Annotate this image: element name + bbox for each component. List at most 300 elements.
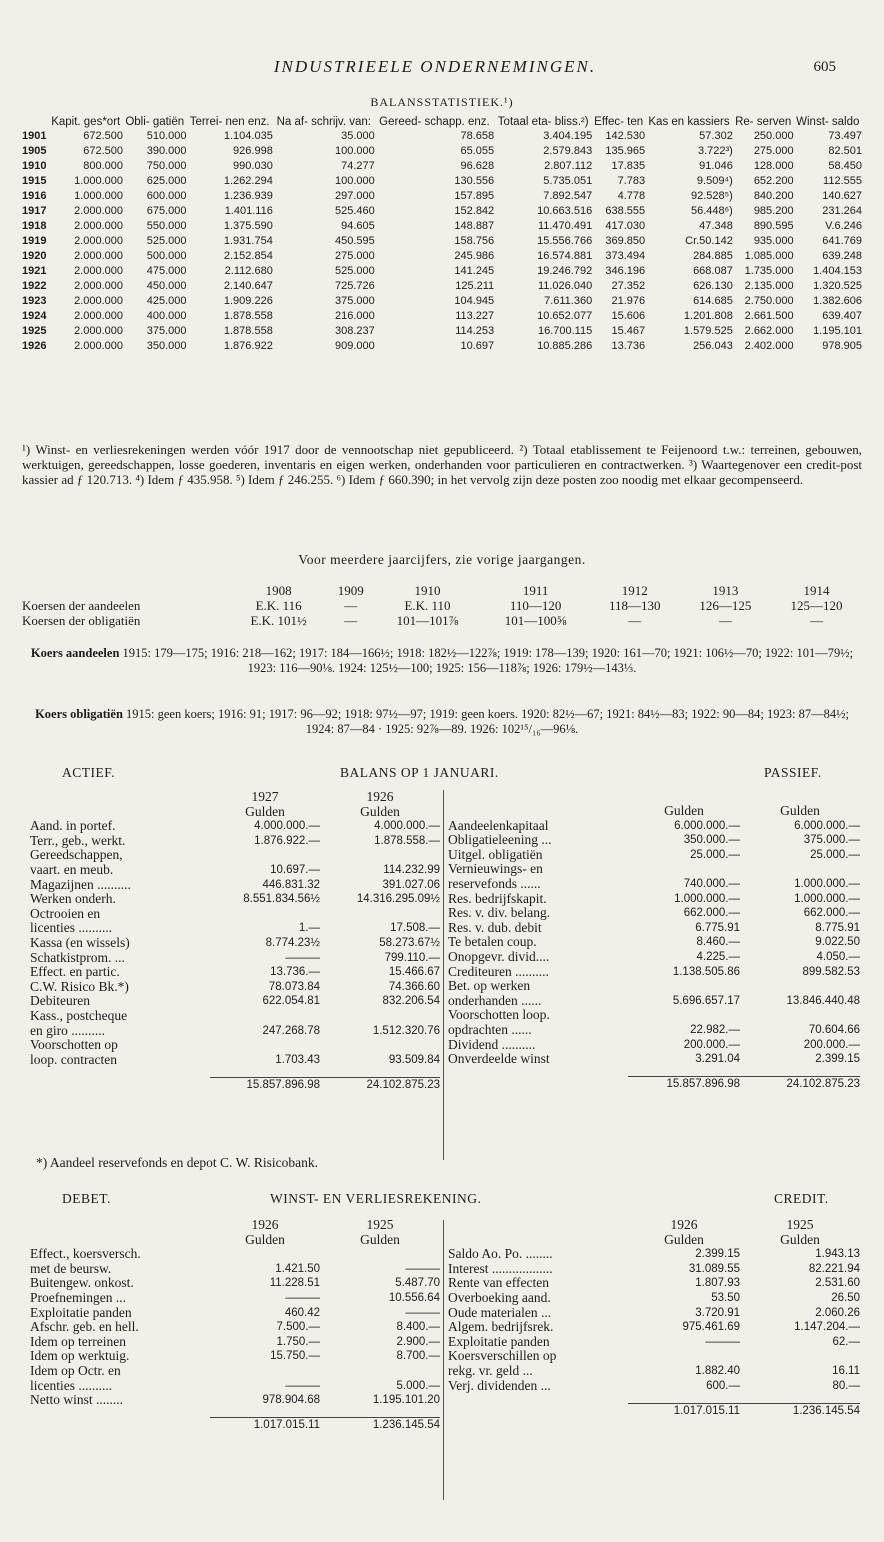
actief-label: Kassa (en wissels) [30,934,130,950]
stat-cell: 19.246.792 [537,265,593,277]
actief-row [30,1024,440,1039]
stat-cell: 130.556 [454,175,495,187]
stat-year: 1920 [22,250,47,262]
stat-cell: 350.000 [146,340,187,352]
koers-cell: 118—130 [609,598,661,613]
footnote-text: ¹) Winst- en verliesrekeningen werden vóór 1917 door de vennootschap niet gepubliceerd. ²) Totaal etablissement te Feijenoord t.w.: terreinen, gebouwen, werktuigen, gereedschappen, losse goederen, inventaris en eigen werken, onderhanden voor particulieren en contractwerken. ³) Waartegenover een credit-post kassier ad ƒ 120.713. ⁴) Idem ƒ 435.958. ⁵) Idem ƒ 246.255. ⁶) Idem ƒ 660.390; in het vervolg zijn deze posten zoo noodig met elkaar gecompenseerd. [22,442,862,487]
stat-col-header: Kas en kassiers [648,116,730,128]
actief-value-a: 13.736.— [270,966,320,979]
debet-table [30,1218,440,1433]
passief-value-a: 22.982.— [690,1023,740,1036]
credit-value-a: ——— [705,1335,740,1348]
debet-label: Exploitatie panden [30,1304,132,1320]
actief-year-row [30,790,440,805]
stat-row [22,219,862,234]
stat-cell: 104.945 [454,295,495,307]
actief-value-a: 8.774.23½ [265,936,320,949]
stat-cell: 639.407 [822,310,862,322]
passief-row [448,819,860,834]
stat-cell: 400.000 [146,310,187,322]
passief-value-a [628,1008,740,1023]
stat-col-header: Gereed- schapp. enz. [379,116,490,128]
koers-cell: 101—101⅞ [396,613,459,628]
actief-value-b [320,907,440,922]
stat-cell: 800.000 [83,160,123,172]
actief-spacer-row [30,1067,440,1077]
passief-row [448,1008,860,1023]
debet-value-a [210,1247,320,1262]
statistics-table [22,116,862,354]
stat-cell: 1.876.922 [223,340,273,352]
credit-row [448,1379,860,1394]
stat-cell: 625.000 [146,175,187,187]
actief-value-a [210,848,320,863]
stat-cell: 525.000 [146,235,187,247]
stat-cell: 148.887 [454,220,495,232]
actief-value-b: 74.366.60 [388,980,440,993]
passief-value-a: 4.225.— [696,950,740,963]
actief-label: Magazijnen .......... [30,876,131,892]
actief-year: 1926 [366,789,394,804]
stat-col-header: Terrei- nen enz. [189,116,270,128]
credit-row [448,1349,860,1364]
debet-unit-row [30,1233,440,1248]
stat-cell: V.6.246 [825,220,862,232]
credit-label: Exploitatie panden [448,1333,550,1349]
stat-cell: 2.000.000 [74,205,123,217]
stat-cell: 47.348 [699,220,733,232]
stat-cell: 1.909.226 [223,295,273,307]
passief-label: Res. bedrijfskapit. [448,890,547,906]
passief-total: 15.857.896.98 [628,1077,740,1092]
actief-value-a: 78.073.84 [268,980,320,993]
page-header [0,57,884,82]
passief-row [448,965,860,980]
stat-cell: 750.000 [146,160,187,172]
stat-cell: 2.000.000 [74,250,123,262]
stat-cell: 1.878.558 [223,310,273,322]
credit-spacer-row [448,1393,860,1403]
credit-value-a [628,1349,740,1364]
credit-year: 1926 [670,1217,698,1232]
passief-spacer [448,1067,628,1077]
passief-value-b: 4.050.— [816,950,860,963]
passief-value-a [628,862,740,877]
credit-value-a: 3.720.91 [695,1306,740,1319]
credit-value-a: 31.089.55 [688,1262,740,1275]
passief-year-spacer [628,790,740,804]
stat-cell: 96.628 [460,160,495,172]
stat-cell: 935.000 [753,235,794,247]
passief-value-b: 25.000.— [810,848,860,861]
debet-row [30,1247,440,1262]
stat-cell: 600.000 [146,190,187,202]
debet-value-a: 1.750.— [276,1335,320,1348]
credit-row [448,1276,860,1291]
koers-cell: — [344,613,358,628]
stat-col-header: Winst- saldo [796,116,860,128]
stat-cell: 2.000.000 [74,220,123,232]
koers-cell: 125—120 [790,598,843,613]
credit-total-row [448,1403,860,1418]
debet-label: Idem op terreinen [30,1333,126,1349]
debet-total: 1.017.015.11 [210,1418,320,1433]
stat-cell: 10.885.286 [537,340,593,352]
stat-cell: 4.778 [617,190,646,202]
credit-value-a: 975.461.69 [682,1321,740,1334]
passief-value-a: 350.000.— [683,834,740,847]
stat-row [22,159,862,174]
credit-label: Algem. bedrijfsrek. [448,1319,554,1335]
stat-cell: 2.000.000 [74,295,123,307]
actief-table [30,790,440,1092]
passief-label: Onverdeelde winst [448,1051,550,1067]
passief-value-a: 740.000.— [683,877,740,890]
stat-col-header: Totaal eta- bliss.²) [497,116,589,128]
passief-label: reservefonds ...... [448,875,541,891]
credit-value-b: 16.11 [832,1364,860,1377]
koers-cell: — [344,598,358,613]
stat-row [22,249,862,264]
stat-cell: 11.026.040 [537,280,593,292]
actief-label: Effect. en partic. [30,964,120,980]
credit-label: rekg. vr. geld ... [448,1362,533,1378]
debet-spacer-row [30,1408,440,1418]
koers-cell: 101—100⅝ [504,613,567,628]
stat-cell: 1.201.808 [683,310,733,322]
stat-cell: 141.245 [454,265,495,277]
stat-cell: 15.606 [611,310,646,322]
actief-label: Aand. in portef. [30,818,116,834]
actief-row [30,921,440,936]
stat-cell: 125.211 [455,280,495,292]
credit-unit: Gulden [664,1231,704,1247]
stat-cell: 510.000 [146,130,187,142]
koers-corner [22,583,229,598]
passief-label: Dividend .......... [448,1036,536,1052]
passief-year-spacer [448,790,628,804]
stat-cell: 9.509⁴) [696,175,733,187]
stat-cell: 74.277 [341,160,375,172]
stat-cell: 2.000.000 [74,280,123,292]
stat-cell: 10.697 [460,340,495,352]
stat-cell: 652.200 [753,175,794,187]
passief-unit: Gulden [780,803,820,818]
actief-label: C.W. Risico Bk.*) [30,978,129,994]
actief-value-a [210,907,320,922]
stat-cell: 2.152.854 [223,250,273,262]
stat-cell: 1.404.153 [813,265,862,277]
debet-value-b [320,1364,440,1379]
debet-row [30,1335,440,1350]
stat-col-header: Na af- schrijv. van: [276,116,371,128]
stat-cell: 112.555 [823,175,862,187]
debet-row [30,1349,440,1364]
passief-value-a: 6.000.000.— [674,819,740,832]
debet-body [30,1218,440,1433]
passief-label: Res. v. dub. debit [448,919,542,935]
stat-cell: 2.402.000 [744,340,794,352]
passief-value-b: 1.000.000.— [794,892,860,905]
credit-table [448,1218,860,1418]
credit-value-a: 1.882.40 [695,1364,740,1377]
debet-value-b: 8.400.— [396,1321,440,1334]
actief-row [30,819,440,834]
pl-heading [22,1192,862,1210]
stat-cell: 1.000.000 [74,190,123,202]
actief-row [30,994,440,1009]
debet-unit: Gulden [360,1231,400,1247]
actief-value-a [210,1038,320,1053]
passief-label: onderhanden ...... [448,992,542,1008]
debet-value-a: ——— [285,1379,320,1392]
actief-label: loop. contracten [30,1051,117,1067]
stat-cell: 985.200 [753,205,794,217]
stat-cell: 158.756 [454,235,495,247]
stat-cell: 346.196 [605,265,646,277]
stat-year: 1924 [22,310,47,322]
passief-unit: Gulden [664,803,704,818]
stat-cell: 369.850 [605,235,646,247]
koers-obligatien-label: Koers obligatiën [35,707,123,721]
credit-value-a: 2.399.15 [695,1248,740,1261]
passief-table [448,790,860,1092]
stat-cell: 675.000 [146,205,187,217]
stat-cell: 15.556.766 [537,235,593,247]
passief-value-b [740,862,860,877]
actief-value-b: 799.110.— [384,951,440,964]
koers-year: 1910 [414,583,441,598]
stat-cell: 2.112.680 [224,265,273,277]
credit-row [448,1262,860,1277]
credit-value-b: 62.— [832,1335,860,1348]
stat-year: 1910 [22,160,47,172]
actief-value-a: 1.876.922.— [254,834,320,847]
stat-cell: 638.555 [605,205,646,217]
passief-value-b: 375.000.— [803,834,860,847]
koers-obligatien-text: 1915: geen koers; 1916: 91; 1917: 96—92; 1918: 97½—97; 1919: geen koers. 1920: 82½—67; 1921: 84½—83; 1922: 90—84; 1923: 87—84½; 1924: 87—84 · 1925: 92⅞—89. 1926: 102¹⁵/₁₆—96⅛. [126,707,849,736]
pl-title: WINST- EN VERLIESREKENING. [270,1191,482,1206]
stat-cell: 113.227 [455,310,495,322]
credit-total-spacer [448,1403,628,1418]
balance-title: BALANS OP 1 JANUARI. [340,765,499,780]
debet-label: met de beursw. [30,1260,112,1276]
stat-cell: 231.264 [822,205,862,217]
koers-year: 1909 [337,583,364,598]
stat-row [22,234,862,249]
debet-year-spacer [30,1218,210,1233]
credit-value-b: 2.060.26 [815,1306,860,1319]
koers-year: 1908 [265,583,292,598]
passief-value-b: 8.775.91 [815,921,860,934]
stat-cell: 78.658 [460,130,495,142]
credit-row [448,1364,860,1379]
passief-label: Onopgevr. divid.... [448,948,550,964]
credit-unit: Gulden [780,1231,820,1247]
stat-cell: 56.448⁶) [690,205,733,217]
actief-value-b: 832.206.54 [382,995,440,1008]
stat-year: 1917 [22,205,47,217]
stat-cell: Cr.50.142 [685,235,733,247]
passief-label: Aandeelenkapitaal [448,817,549,833]
stat-cell: 21.976 [611,295,646,307]
stat-cell: 525.000 [334,265,375,277]
stat-cell: 1.320.525 [813,280,862,292]
stat-cell: 614.685 [693,295,733,307]
actief-title: ACTIEF. [62,765,116,780]
debet-value-b [320,1247,440,1262]
passief-value-a: 8.460.— [696,936,740,949]
stat-cell: 475.000 [146,265,187,277]
koers-obligatien [22,707,862,737]
debet-year-row [30,1218,440,1233]
actief-unit-row [30,805,440,820]
stat-cell: 641.769 [822,235,862,247]
passief-value-a [628,979,740,994]
actief-total-row [30,1077,440,1092]
actief-label: Debiteuren [30,993,90,1009]
stat-year: 1916 [22,190,47,202]
stat-cell: 3.404.195 [543,130,593,142]
credit-total: 1.017.015.11 [628,1403,740,1418]
actief-total: 24.102.875.23 [320,1077,440,1092]
stat-year: 1919 [22,235,47,247]
credit-value-a: 1.807.93 [695,1277,740,1290]
stat-cell: 65.055 [460,145,495,157]
stat-cell: 100.000 [334,175,375,187]
actief-value-a: ——— [285,951,320,964]
passief-title: PASSIEF. [764,765,822,780]
stat-cell: 5.735.051 [543,175,593,187]
debet-label: Netto winst ........ [30,1392,123,1408]
actief-unit: Gulden [360,803,400,819]
stat-cell: 2.662.000 [744,325,794,337]
credit-value-a: 600.— [706,1379,740,1392]
credit-row [448,1335,860,1350]
koers-header-row [22,583,862,598]
previous-years-note: Voor meerdere jaarcijfers, zie vorige jaargangen. [298,552,586,567]
actief-value-b [320,848,440,863]
passief-row [448,1052,860,1067]
statistics-title: BALANSSTATISTIEK.¹) [370,95,514,109]
stat-cell: 152.842 [454,205,495,217]
stat-cell: 1.401.116 [224,205,273,217]
passief-row [448,921,860,936]
debet-value-b: ——— [405,1262,440,1275]
actief-value-a: 247.268.78 [262,1024,320,1037]
stat-year: 1922 [22,280,47,292]
stat-cell: 1.878.558 [223,325,273,337]
actief-value-a: 622.054.81 [262,995,320,1008]
stat-cell: 1.195.101 [813,325,862,337]
actief-value-a: 4.000.000.— [254,820,320,833]
credit-row [448,1291,860,1306]
passief-row [448,848,860,863]
passief-total-spacer [448,1077,628,1092]
actief-label: Voorschotten op [30,1037,118,1053]
stat-cell: 1.085.000 [744,250,794,262]
debet-row [30,1320,440,1335]
passief-value-b: 70.604.66 [808,1023,860,1036]
passief-value-b: 1.000.000.— [794,877,860,890]
stat-cell: 500.000 [146,250,187,262]
debet-value-a: 7.500.— [276,1321,320,1334]
stat-cell: 2.807.112 [544,160,593,172]
stat-cell: 1.579.525 [683,325,733,337]
passief-row [448,1023,860,1038]
actief-year: 1927 [251,789,279,804]
stat-cell: 2.000.000 [74,340,123,352]
stat-cell: 1.931.754 [223,235,273,247]
stat-col-header: Re- serven [735,116,792,128]
koers-year: 1913 [712,583,739,598]
stat-cell: 2.135.000 [744,280,794,292]
debet-unit-spacer [30,1233,210,1248]
actief-row [30,1038,440,1053]
passief-row [448,935,860,950]
stat-cell: 1.104.035 [223,130,273,142]
actief-row [30,848,440,863]
passief-value-b [740,1008,860,1023]
debet-label: licenties .......... [30,1377,113,1393]
passief-row [448,950,860,965]
actief-value-b: 15.466.67 [388,966,440,979]
passief-label: Obligatieleening ... [448,832,552,848]
passief-row [448,862,860,877]
actief-row [30,892,440,907]
stat-cell: 15.467 [611,325,646,337]
passief-value-b: 9.022.50 [815,936,860,949]
debet-unit: Gulden [245,1231,285,1247]
stat-cell: 1.262.294 [223,175,273,187]
actief-label: en giro .......... [30,1022,105,1038]
credit-value-b: 1.943.13 [815,1248,860,1261]
debet-row [30,1306,440,1321]
debet-value-a: ——— [285,1291,320,1304]
debet-total-spacer [30,1418,210,1433]
debet-label: Afschr. geb. en hell. [30,1319,139,1335]
stat-row [22,204,862,219]
actief-row [30,834,440,849]
stat-cell: 525.460 [334,205,375,217]
credit-unit-spacer [448,1233,628,1248]
stat-cell: 91.046 [699,160,733,172]
stat-cell: 2.579.843 [543,145,593,157]
actief-value-b: 114.232.99 [383,863,440,876]
stat-year: 1915 [22,175,47,187]
debet-value-a: 978.904.68 [262,1394,320,1407]
passief-label: Uitgel. obligatiën [448,846,543,862]
koers-cell: — [718,613,732,628]
statistics-body [22,129,862,354]
stat-year: 1921 [22,265,47,277]
stat-cell: 2.000.000 [74,310,123,322]
stat-row [22,264,862,279]
stat-cell: 58.450 [828,160,862,172]
stat-row [22,144,862,159]
koers-year: 1911 [522,583,549,598]
debet-value-b: 8.700.— [396,1350,440,1363]
stat-cell: 1.236.939 [223,190,273,202]
credit-label: Rente van effecten [448,1275,549,1291]
stat-year: 1905 [22,145,47,157]
koers-cell: 126—125 [699,598,752,613]
stat-cell: 450.000 [146,280,187,292]
credit-row [448,1247,860,1262]
stat-cell: 11.470.491 [537,220,593,232]
actief-label: Kass., postcheque [30,1007,128,1023]
debet-label: Buitengew. onkost. [30,1275,134,1291]
